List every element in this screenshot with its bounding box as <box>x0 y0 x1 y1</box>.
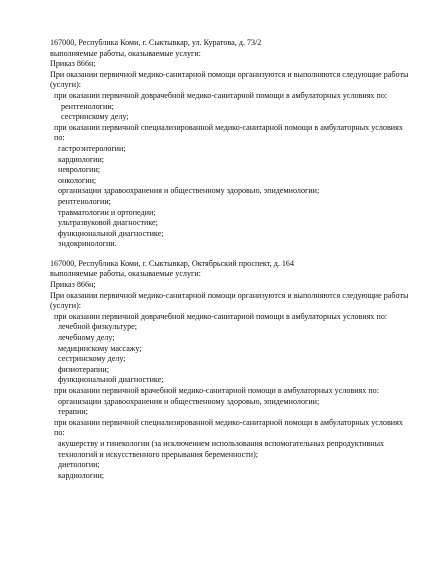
order-line: Приказ 866н; <box>50 59 96 69</box>
list-item: сестринскому делу; <box>61 112 129 122</box>
list-item: травматологии и ортопедии; <box>58 207 156 217</box>
list-item: лечебному делу; <box>58 333 115 343</box>
list-item: терапии; <box>58 407 88 417</box>
group-title-prehospital: при оказании первичной доврачебной медико-санитарной помощи в амбулаторных условиях по: <box>54 90 388 100</box>
list-item: организации здравоохранения и общественному здоровью, эпидемиологии; <box>58 396 320 406</box>
address-section-2 <box>50 259 410 481</box>
group-title-primary-physician: при оказании первичной врачебной медико-санитарной помощи в амбулаторных условиях по: <box>54 386 379 395</box>
list-item: рентгенологии; <box>61 101 114 111</box>
list-item: кардиологии; <box>58 470 105 480</box>
group-title-specialized: при оказании первичной специализированной медико-санитарной помощи в амбулаторных условиях по: <box>54 122 405 143</box>
intro-text: При оказании первичной медико-санитарной помощи организуются и выполняются следующие работы (услуги): <box>50 290 411 311</box>
list-item: функциональной диагностике; <box>58 228 164 238</box>
list-item: кардиологии; <box>58 154 105 164</box>
works-label: выполняемые работы, оказываемые услуги: <box>50 48 201 58</box>
list-item: физиотерапии; <box>58 364 109 374</box>
list-item: неврологии; <box>58 165 101 175</box>
list-item: ультразвуковой диагностике; <box>58 218 158 228</box>
group-title-prehospital: при оказании первичной доврачебной медико-санитарной помощи в амбулаторных условиях по: <box>54 311 388 321</box>
group-title-specialized: при оказании первичной специализированной медико-санитарной помощи в амбулаторных условиях по: <box>54 417 405 438</box>
address-line: 167000, Республика Коми, г. Сыктывкар, Октябрьский проспект, д. 164 <box>50 258 295 268</box>
list-item: рентгенологии; <box>58 196 111 206</box>
list-item: акушерству и гинекологии (за исключением использования вспомогательных репродуктивных технологий и искусственного прерывания беременности); <box>58 438 387 459</box>
document-body <box>50 38 410 481</box>
list-item: организации здравоохранения и общественному здоровью, эпидемиологии; <box>58 186 320 196</box>
list-item: функциональной диагностике; <box>58 375 164 385</box>
list-item: онкологии; <box>58 175 97 185</box>
works-label: выполняемые работы, оказываемые услуги: <box>50 269 201 279</box>
list-item: медицинскому массажу; <box>58 343 142 353</box>
address-section-1 <box>50 38 410 250</box>
intro-text: При оказании первичной медико-санитарной помощи организуются и выполняются следующие работы (услуги): <box>50 69 411 90</box>
list-item: гастроэнтерологии; <box>58 143 126 153</box>
list-item: лечебной физкультуре; <box>58 322 138 332</box>
order-line: Приказ 866н; <box>50 280 96 290</box>
list-item: диетологии; <box>58 460 100 470</box>
address-line: 167000, Республика Коми, г. Сыктывкар, ул. Куратова, д. 73/2 <box>50 38 262 47</box>
list-item: эндокринологии. <box>58 239 117 249</box>
list-item: сестринскому делу; <box>58 354 126 364</box>
